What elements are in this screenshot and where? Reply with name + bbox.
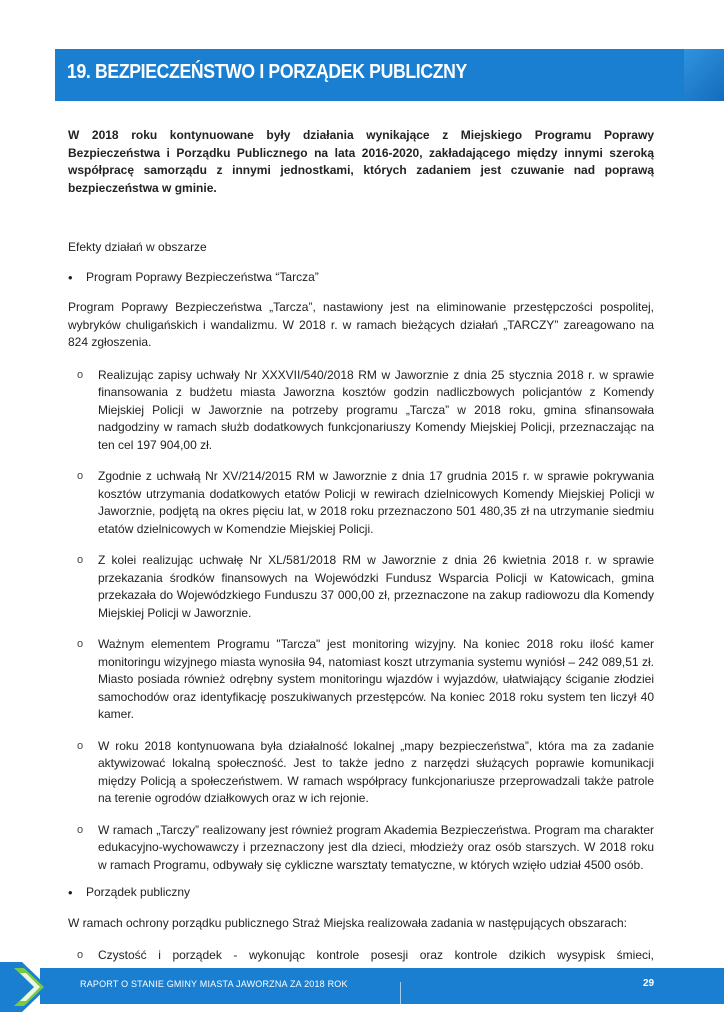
- list-item: [68, 468, 654, 538]
- page-footer: [0, 958, 724, 1008]
- circle-bullet-icon: o: [77, 554, 84, 566]
- list-item: [68, 636, 654, 724]
- list-item-text: Czystość i porządek - wykonując kontrole posesji oraz kontrole dzikich wysypisk śmieci,: [98, 948, 654, 962]
- chapter-title-bar: [55, 49, 724, 101]
- list-item: [68, 822, 654, 875]
- bullet-tarcza: • Program Poprawy Bezpieczeństwa “Tarcza”: [68, 269, 654, 287]
- tarcza-description: Program Poprawy Bezpieczeństwa „Tarcza”, nastawiony jest na eliminowanie przestępczości pospolitej, wybryków chuligańskich i wandalizmu. W 2018 r. w ramach bieżących działań „TARCZY” zareagowano na 824 zgłoszenia.: [68, 300, 654, 349]
- circle-bullet-icon: o: [77, 638, 84, 650]
- list-item: [68, 552, 654, 622]
- page-number: 29: [643, 978, 655, 989]
- list-item: [68, 738, 654, 808]
- tarcza-sub-list: [68, 367, 654, 875]
- porzadek-description: W ramach ochrony porządku publicznego Straż Miejska realizowała zadania w następujących obszarach:: [68, 915, 627, 930]
- circle-bullet-icon: o: [77, 470, 84, 482]
- page-content: [68, 127, 654, 982]
- chevron-logo-icon: [0, 958, 60, 1016]
- bullet-porzadek: • Porządek publiczny: [68, 884, 654, 902]
- footer-report-title: RAPORT O STANIE GMINY MIASTA JAWORZNA ZA 2018 ROK: [80, 979, 348, 989]
- section-heading: Efekty działań w obszarze: [68, 240, 207, 254]
- circle-bullet-icon: o: [77, 823, 84, 836]
- list-item-text: W ramach „Tarczy” realizowany jest również program Akademia Bezpieczeństwa. Program ma charakter edukacyjno-wychowawczy i przeznaczony jest dla dzieci, młodzieży oraz osób starszych. W 2018 roku w ramach Programu, odbywały się cykliczne warsztaty tematyczne, w których wzięło udział 4500 osób.: [98, 822, 654, 872]
- list-item-text: Realizując zapisy uchwały Nr XXXVII/540/2018 RM w Jaworznie z dnia 25 stycznia 2018 r. w sprawie finansowania z budżetu miasta Jaworzna kosztów godzin nadliczbowych policjantów z Komendy Miejskiej Policji w Jaworznie na potrzeby programu „Tarcza” w 2018 roku, gmina sfinansowała nadgodziny w ramach służb dodatkowych funkcjonariuszy Komendy Miejskiej Policji, przeznaczając na ten cel 197 904,00 zł.: [98, 367, 654, 452]
- list-item-text: W roku 2018 kontynuowana była działalność lokalnej „mapy bezpieczeństwa”, która ma za zadanie aktywizować lokalną społeczność. Jest to także jedno z narzędzi służących poprawie komunikacji między Policją a społeczeństwem. W ramach współpracy funkcjonariusze przeprowadzali także patrole na terenie ogrodów działkowych oraz w ich rejonie.: [98, 738, 654, 805]
- footer-divider: [400, 982, 401, 1010]
- title-accent-tab: [684, 49, 724, 101]
- chapter-title: 19. BEZPIECZEŃSTWO I PORZĄDEK PUBLICZNY: [67, 60, 467, 83]
- circle-bullet-icon: o: [77, 949, 84, 961]
- circle-bullet-icon: o: [77, 368, 84, 381]
- circle-bullet-icon: o: [77, 739, 84, 752]
- list-item-text: Zgodnie z uchwałą Nr XV/214/2015 RM w Jaworznie z dnia 17 grudnia 2015 r. w sprawie pokrywania kosztów utrzymania dodatkowych etatów Policji w rewirach dzielnicowych Komendy Miejskiej Policji w Jaworznie, podjętą na okres pięciu lat, w 2018 roku przeznaczono 501 480,35 zł na utrzymanie siedmiu etatów dzielnicowych w Komendzie Miejskiej Policji.: [98, 469, 654, 536]
- intro-paragraph: W 2018 roku kontynuowane były działania wynikające z Miejskiego Programu Poprawy Bezpieczeństwa i Porządku Publicznego na lata 2016-2020, zakładającego między innymi szeroką współpracę samorządu z innymi jednostkami, których zadaniem jest czuwanie nad poprawą bezpieczeństwa w gminie.: [68, 128, 654, 195]
- list-item: [68, 367, 654, 455]
- list-item-text: Ważnym elementem Programu "Tarcza" jest monitoring wizyjny. Na koniec 2018 roku ilość kamer monitoringu wizyjnego miasta wynosiła 94, natomiast koszt utrzymania systemu wyniósł – 242 089,51 zł. Miasto posiada również odrębny system monitoringu wjazdów i wyjazdów, ułatwiający ściganie złodziei samochodów oraz identyfikację poszukiwanych przestępców. Na koniec 2018 roku system ten liczył 40 kamer.: [98, 637, 654, 721]
- list-item-text: Z kolei realizując uchwałę Nr XL/581/2018 RM w Jaworznie z dnia 26 kwietnia 2018 r. w sprawie przekazania środków finansowych na Wojewódzki Fundusz Wsparcia Policji w Katowicach, gmina przekazała do Wojewódzkiego Funduszu 37 000,00 zł, przeznaczone na zakup radiowozu dla Komendy Miejskiej Policji w Jaworznie.: [98, 553, 654, 620]
